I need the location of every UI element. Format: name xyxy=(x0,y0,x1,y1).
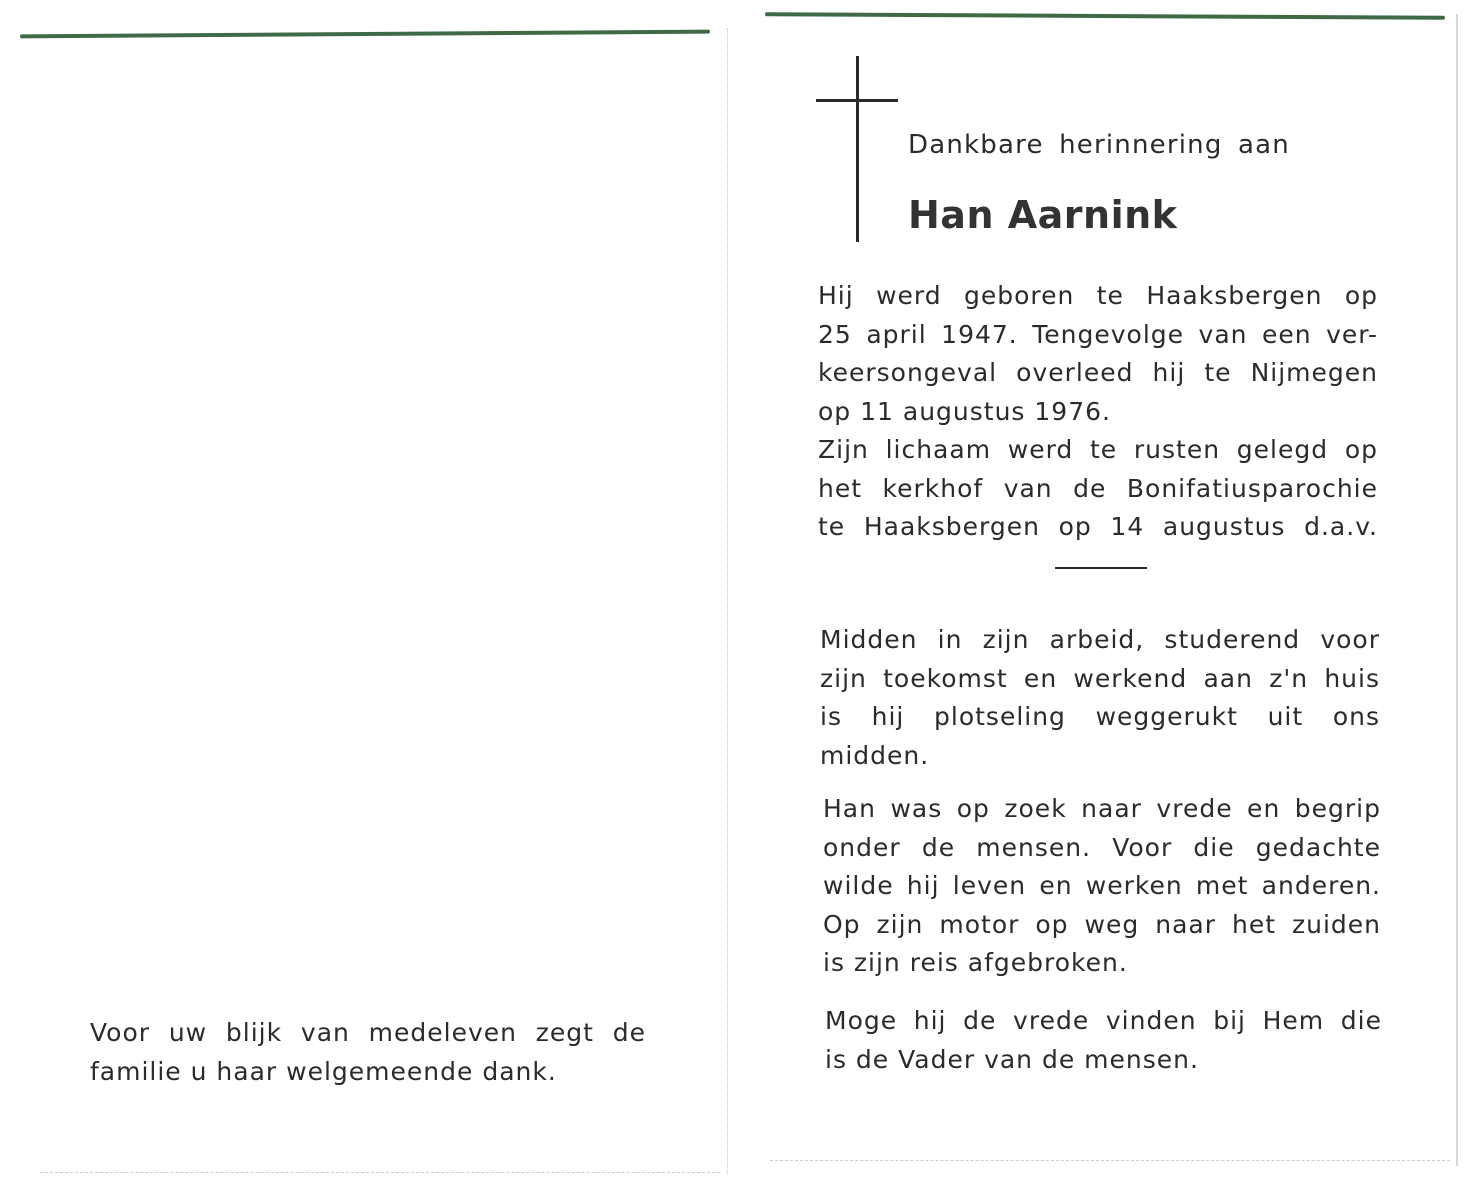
family-thanks-paragraph xyxy=(90,1014,646,1091)
tribute-line: Han was op zoek naar vrede en begrip xyxy=(823,794,1381,823)
memorial-heading: Dankbare herinnering aan xyxy=(908,130,1290,160)
tribute-paragraph-midden xyxy=(820,621,1380,775)
biography-line: het kerkhof van de Bonifatiusparochie xyxy=(818,473,1378,503)
cross-vertical-bar xyxy=(856,56,859,242)
biography-line: 25 april 1947. Tengevolge van een ver- xyxy=(818,319,1378,349)
tribute-line: is hij plotseling weggerukt uit ons xyxy=(820,702,1380,731)
thanks-line: familie u haar welgemeende dank. xyxy=(90,1056,557,1086)
cross-horizontal-bar xyxy=(816,99,898,102)
right-panel-bottom-edge xyxy=(770,1160,1450,1162)
tribute-line: wilde hij leven en werken met anderen. xyxy=(823,871,1381,900)
right-panel xyxy=(758,14,1458,1166)
prayer-line: Moge hij de vrede vinden bij Hem die xyxy=(825,1006,1382,1035)
deceased-name: Han Aarnink xyxy=(908,193,1178,237)
left-panel-bottom-edge xyxy=(40,1172,720,1174)
section-divider xyxy=(1055,567,1147,569)
biography-line: keersongeval overleed hij te Nijmegen xyxy=(818,358,1378,387)
left-panel xyxy=(14,28,728,1174)
biography-line: te Haaksbergen op 14 augustus d.a.v. xyxy=(818,512,1378,541)
prayer-line: is de Vader van de mensen. xyxy=(825,1044,1199,1074)
tribute-line: onder de mensen. Voor die gedachte xyxy=(823,832,1381,862)
tribute-line: Op zijn motor op weg naar het zuiden xyxy=(823,909,1381,939)
prayer-paragraph xyxy=(825,1002,1382,1079)
tribute-line: midden. xyxy=(820,740,930,770)
biography-line: op 11 augustus 1976. xyxy=(818,396,1111,426)
tribute-line: Midden in zijn arbeid, studerend voor xyxy=(820,625,1380,654)
tribute-line: zijn toekomst en werkend aan z'n huis xyxy=(820,663,1380,693)
biography-paragraph xyxy=(818,277,1378,547)
thanks-line: Voor uw blijk van medeleven zegt de xyxy=(90,1018,646,1047)
tribute-paragraph-han xyxy=(823,790,1381,983)
tribute-line: is zijn reis afgebroken. xyxy=(823,948,1128,977)
biography-line: Hij werd geboren te Haaksbergen op xyxy=(818,281,1378,310)
biography-line: Zijn lichaam werd te rusten gelegd op xyxy=(818,435,1378,464)
